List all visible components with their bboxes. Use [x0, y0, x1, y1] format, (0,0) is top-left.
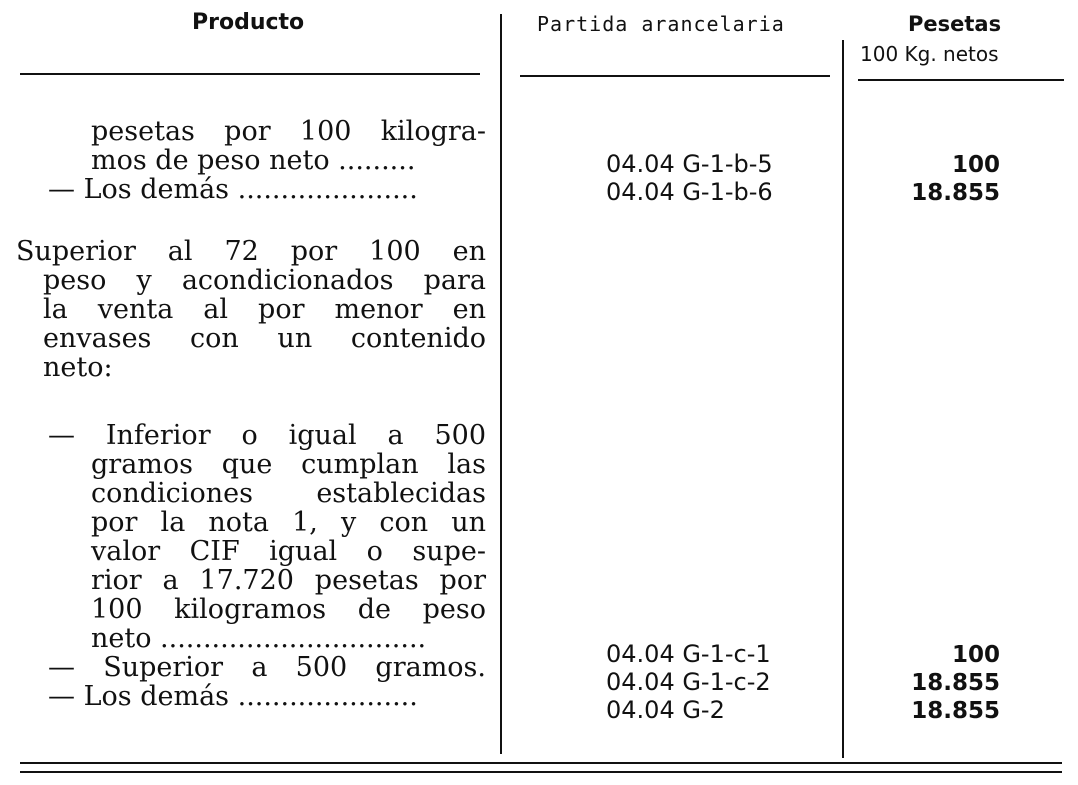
text-line: gramos que cumplan las: [91, 449, 486, 480]
text-line: — Inferior o igual a 500: [48, 420, 486, 451]
text-line: — Los demás .....................: [48, 174, 418, 205]
text-line: valor CIF igual o supe-: [91, 536, 486, 567]
pesetas-value: 18.855: [911, 180, 1000, 206]
text-line: 100 kilogramos de peso: [91, 594, 486, 625]
text-line: condiciones establecidas: [91, 478, 486, 509]
text-line: pesetas por 100 kilogra-: [91, 116, 486, 147]
bottom-rule-top: [20, 762, 1062, 764]
header-kg-netos: 100 Kg. netos: [860, 42, 999, 66]
header-rule-pesetas: [858, 79, 1064, 81]
header-rule-producto: [20, 73, 480, 75]
text-line: la venta al por menor en: [43, 294, 486, 325]
text-line: — Los demás .....................: [48, 681, 418, 712]
header-partida-arancelaria: Partida arancelaria: [537, 12, 785, 36]
tariff-code: 04.04 G-1-b-6: [606, 178, 773, 206]
text-line: envases con un contenido: [43, 323, 486, 354]
tariff-code: 04.04 G-1-c-1: [606, 640, 771, 668]
pesetas-value: 100: [951, 152, 1000, 178]
text-line: — Superior a 500 gramos.: [48, 652, 486, 683]
tariff-code: 04.04 G-1-b-5: [606, 150, 773, 178]
column-divider-1: [500, 14, 502, 754]
pesetas-value: 18.855: [911, 698, 1000, 724]
text-line: por la nota 1, y con un: [91, 507, 486, 538]
text-line: mos de peso neto .........: [91, 145, 416, 176]
bottom-rule-bottom: [20, 771, 1062, 773]
tariff-code: 04.04 G-2: [606, 696, 725, 724]
header-pesetas: Pesetas: [908, 12, 1002, 36]
text-line: Superior al 72 por 100 en: [16, 236, 486, 267]
pesetas-value: 100: [951, 642, 1000, 668]
header-rule-partida: [520, 75, 830, 77]
header-producto: Producto: [192, 10, 305, 35]
text-line: neto ...............................: [91, 623, 427, 654]
text-line: neto:: [43, 352, 113, 383]
tariff-code: 04.04 G-1-c-2: [606, 668, 771, 696]
column-divider-2: [842, 40, 844, 758]
pesetas-value: 18.855: [911, 670, 1000, 696]
text-line: rior a 17.720 pesetas por: [91, 565, 486, 596]
text-line: peso y acondicionados para: [43, 265, 486, 296]
